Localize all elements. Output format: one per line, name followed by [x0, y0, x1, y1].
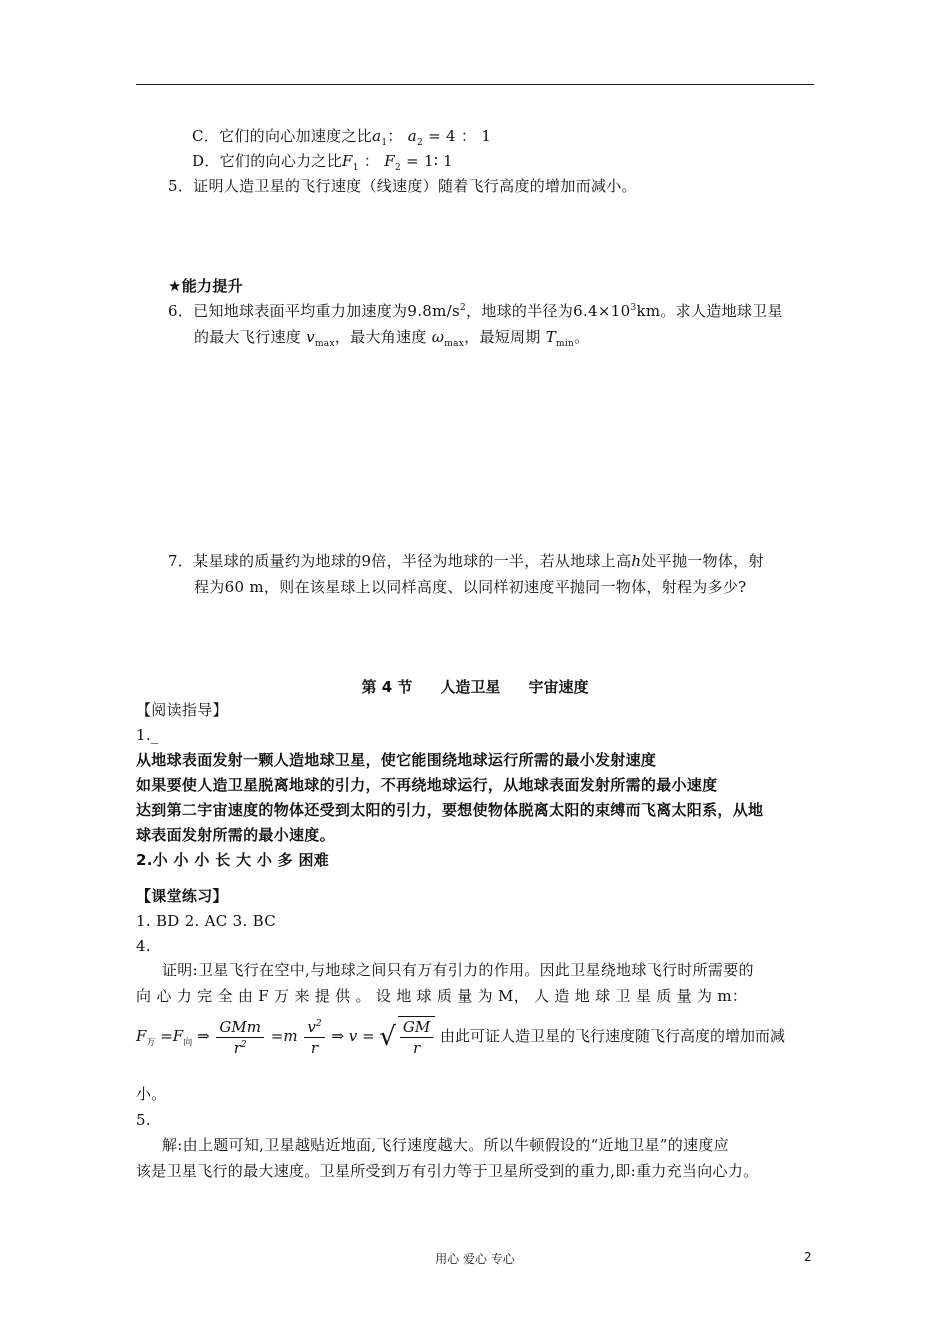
proof-end: 小。: [136, 1085, 167, 1103]
class-practice-item4: 4.: [136, 937, 151, 955]
page-number: 2: [804, 1250, 812, 1264]
proof-line2: 向 心 力 完 全 由 F 万 来 提 供 。 设 地 球 质 量 为 M， 人 造 地 球 卫 星 质 量 为 m：: [136, 987, 748, 1005]
reading-guide-line1: 从地球表面发射一颗人造地球卫星，使它能围绕地球运行所需的最小发射速度: [136, 751, 657, 769]
question-5: 5．证明人造卫星的飞行速度（线速度）随着飞行高度的增加而减小。: [168, 177, 637, 195]
reading-guide-item2: 2.小 小 小 长 大 小 多 困难: [136, 851, 330, 869]
proof-line1: 证明:卫星飞行在空中,与地球之间只有万有引力的作用。因此卫星绕地球飞行时所需要的: [162, 961, 754, 979]
class-practice-answers: 1. BD 2. AC 3. BC: [136, 912, 277, 930]
footer-text: 用心 爱心 专心: [435, 1252, 515, 1266]
ability-heading: ★能力提升: [168, 277, 243, 295]
solution-line1: 解:由上题可知,卫星越贴近地面,飞行速度越大。所以牛顿假设的“近地卫星”的速度应: [162, 1136, 729, 1154]
solution-line2: 该是卫星飞行的最大速度。卫星所受到万有引力等于卫星所受到的重力,即:重力充当向心力。: [136, 1162, 759, 1180]
question-7-line2: 程为60 m，则在该星球上以同样高度、以同样初速度平抛同一物体，射程为多少?: [194, 578, 747, 596]
question-6-line2: 的最大飞行速度 $v_{max}$，最大角速度 $\omega_{max}$，最短周期 $T_{min}$。: [194, 328, 590, 349]
class-practice-heading: 【课堂练习】: [136, 887, 228, 905]
gravitation-formula: $F_万 =F_向$ ⇒ $\frac{\text{GMm}}{r^2}$ =m $\frac{v^2}{r}$ ⇒ v = √ $\frac{GM}{r}$ 由此可证人造卫星的飞行速度随飞行高度的增加而减: [136, 1017, 786, 1057]
reading-guide-line3a: 达到第二宇宙速度的物体还受到太阳的引力，要想使物体脱离太阳的束缚而飞离太阳系，从地: [136, 801, 764, 819]
class-practice-item5: 5.: [136, 1111, 151, 1129]
question-6-line1: 6．已知地球表面平均重力加速度为$9.8m/s^2$，地球的半径为$6.4\times 10^3km$。求人造地球卫星: [168, 302, 783, 320]
q4-option-c: C．它们的向心加速度之比$a_1$： $a_2 = 4$ ： 1: [192, 127, 492, 148]
reading-guide-item1: 1._: [136, 726, 159, 744]
header-rule: [136, 84, 814, 85]
section-title: 第 4 节 人造卫星 宇宙速度: [361, 678, 589, 696]
question-7-line1: 7．某星球的质量约为地球的9倍，半径为地球的一半，若从地球上高h处平抛一物体，射: [168, 552, 764, 570]
reading-guide-line3b: 球表面发射所需的最小速度。: [136, 826, 335, 844]
q4-option-d: D．它们的向心力之比$F_1$ ： $F_2$ = 1∶ 1: [192, 152, 453, 173]
reading-guide-line2: 如果要使人造卫星脱离地球的引力，不再绕地球运行，从地球表面发射所需的最小速度: [136, 776, 718, 794]
reading-guide-heading: 【阅读指导】: [136, 701, 228, 719]
